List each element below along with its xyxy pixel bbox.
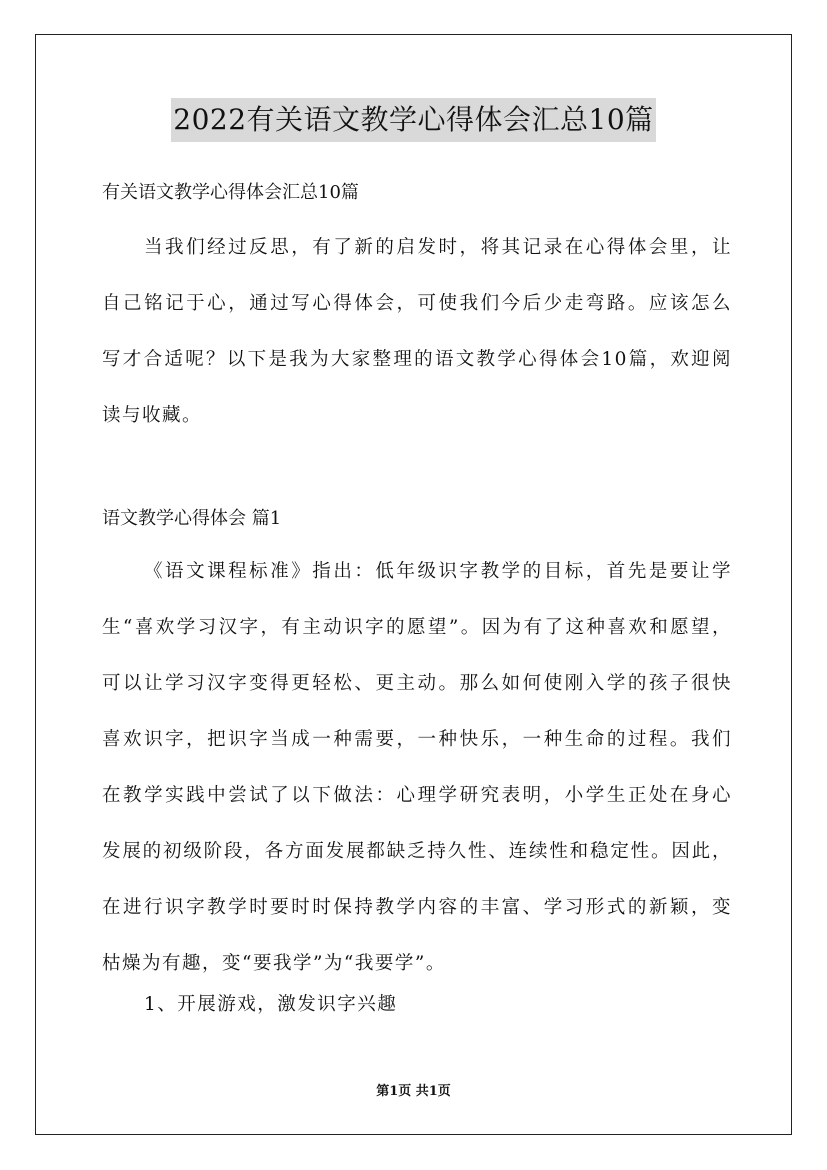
body-line: 在教学实践中尝试了以下做法：心理学研究表明，小学生正处在身心: [102, 785, 732, 806]
intro-line: 自己铭记于心，通过写心得体会，可使我们今后少走弯路。应该怎么: [102, 293, 732, 314]
body-line: 生“喜欢学习汉字，有主动识字的愿望”。因为有了这种喜欢和愿望，: [102, 617, 732, 638]
intro-line: 写才合适呢？以下是我为大家整理的语文教学心得体会10篇，欢迎阅: [102, 349, 732, 370]
document-title: 2022有关语文教学心得体会汇总10篇: [171, 98, 655, 142]
body-line: 发展的初级阶段，各方面发展都缺乏持久性、连续性和稳定性。因此，: [102, 841, 732, 862]
title-container: [0, 98, 827, 142]
body-line: 在进行识字教学时要时时保持教学内容的丰富、学习形式的新颖，变: [102, 897, 732, 918]
body-paragraph: [102, 544, 732, 992]
intro-paragraph: [102, 220, 732, 444]
list-item-heading: 1、开展游戏，激发识字兴趣: [144, 994, 398, 1015]
section-heading: 语文教学心得体会 篇1: [102, 508, 282, 529]
intro-line: 当我们经过反思，有了新的启发时，将其记录在心得体会里，让: [144, 237, 732, 258]
body-line: 《语文课程标准》指出：低年级识字教学的目标，首先是要让学: [144, 561, 732, 582]
page-footer: 第1页 共1页: [376, 1084, 451, 1099]
body-line: 枯燥为有趣，变“要我学”为“我要学”。: [102, 953, 446, 974]
intro-line: 读与收藏。: [102, 405, 203, 426]
body-line: 喜欢识字，把识字当成一种需要，一种快乐，一种生命的过程。我们: [102, 729, 732, 750]
body-line: 可以让学习汉字变得更轻松、更主动。那么如何使刚入学的孩子很快: [102, 673, 732, 694]
document-subtitle: 有关语文教学心得体会汇总10篇: [102, 182, 359, 203]
